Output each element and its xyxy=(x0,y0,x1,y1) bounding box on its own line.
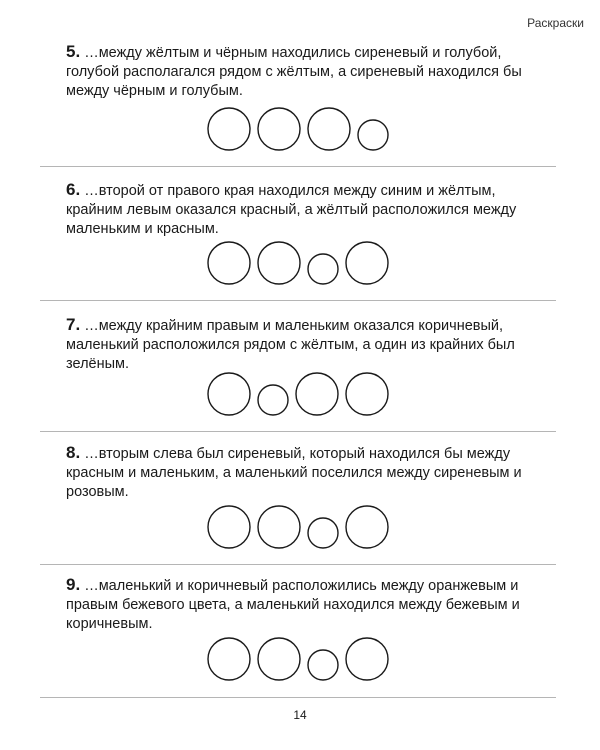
divider xyxy=(40,697,556,698)
task-description: …между жёлтым и чёрным находились сиреневый и голубой, голубой располагался рядом с жёлтым, а сиреневый находился бы между чёрным и голубым. xyxy=(66,45,522,99)
task-9 xyxy=(66,575,536,634)
circle-row-7 xyxy=(0,370,600,420)
task-text xyxy=(66,443,536,502)
task-number: 5. xyxy=(66,42,81,61)
large-circle[interactable] xyxy=(308,108,350,150)
task-number: 6. xyxy=(66,180,81,199)
large-circle[interactable] xyxy=(258,638,300,680)
circle-row-9 xyxy=(0,635,600,685)
large-circle[interactable] xyxy=(346,638,388,680)
large-circle[interactable] xyxy=(258,242,300,284)
task-number: 9. xyxy=(66,575,81,594)
task-5 xyxy=(66,42,536,101)
circle-row-6 xyxy=(0,239,600,289)
section-header: Раскраски xyxy=(527,16,584,30)
task-text xyxy=(66,315,536,374)
large-circle[interactable] xyxy=(208,506,250,548)
divider xyxy=(40,166,556,167)
task-6 xyxy=(66,180,536,239)
large-circle[interactable] xyxy=(346,242,388,284)
small-circle[interactable] xyxy=(308,650,338,680)
small-circle[interactable] xyxy=(308,518,338,548)
task-text xyxy=(66,180,536,239)
page-number: 14 xyxy=(293,708,307,722)
large-circle[interactable] xyxy=(258,108,300,150)
large-circle[interactable] xyxy=(208,638,250,680)
task-7 xyxy=(66,315,536,374)
large-circle[interactable] xyxy=(346,373,388,415)
task-number: 8. xyxy=(66,443,81,462)
large-circle[interactable] xyxy=(346,506,388,548)
divider xyxy=(40,300,556,301)
task-8 xyxy=(66,443,536,502)
large-circle[interactable] xyxy=(296,373,338,415)
divider xyxy=(40,431,556,432)
task-text xyxy=(66,42,536,101)
task-description: …второй от правого края находился между синим и жёлтым, крайним левым оказался красный, а жёлтый расположился между маленьким и красным. xyxy=(66,183,517,237)
circle-row-5 xyxy=(0,105,600,155)
small-circle[interactable] xyxy=(358,120,388,150)
task-text xyxy=(66,575,536,634)
small-circle[interactable] xyxy=(308,254,338,284)
small-circle[interactable] xyxy=(258,385,288,415)
large-circle[interactable] xyxy=(208,108,250,150)
large-circle[interactable] xyxy=(208,373,250,415)
circle-row-8 xyxy=(0,503,600,553)
large-circle[interactable] xyxy=(208,242,250,284)
large-circle[interactable] xyxy=(258,506,300,548)
divider xyxy=(40,564,556,565)
task-description: …между крайним правым и маленьким оказался коричневый, маленький расположился рядом с жёлтым, а один из крайних был зелёным. xyxy=(66,318,515,372)
task-description: …вторым слева был сиреневый, который находился бы между красным и маленьким, а маленький поселился между сиреневым и розовым. xyxy=(66,446,522,500)
task-description: …маленький и коричневый расположились между оранжевым и правым бежевого цвета, а маленький находился между бежевым и коричневым. xyxy=(66,578,520,632)
task-number: 7. xyxy=(66,315,81,334)
